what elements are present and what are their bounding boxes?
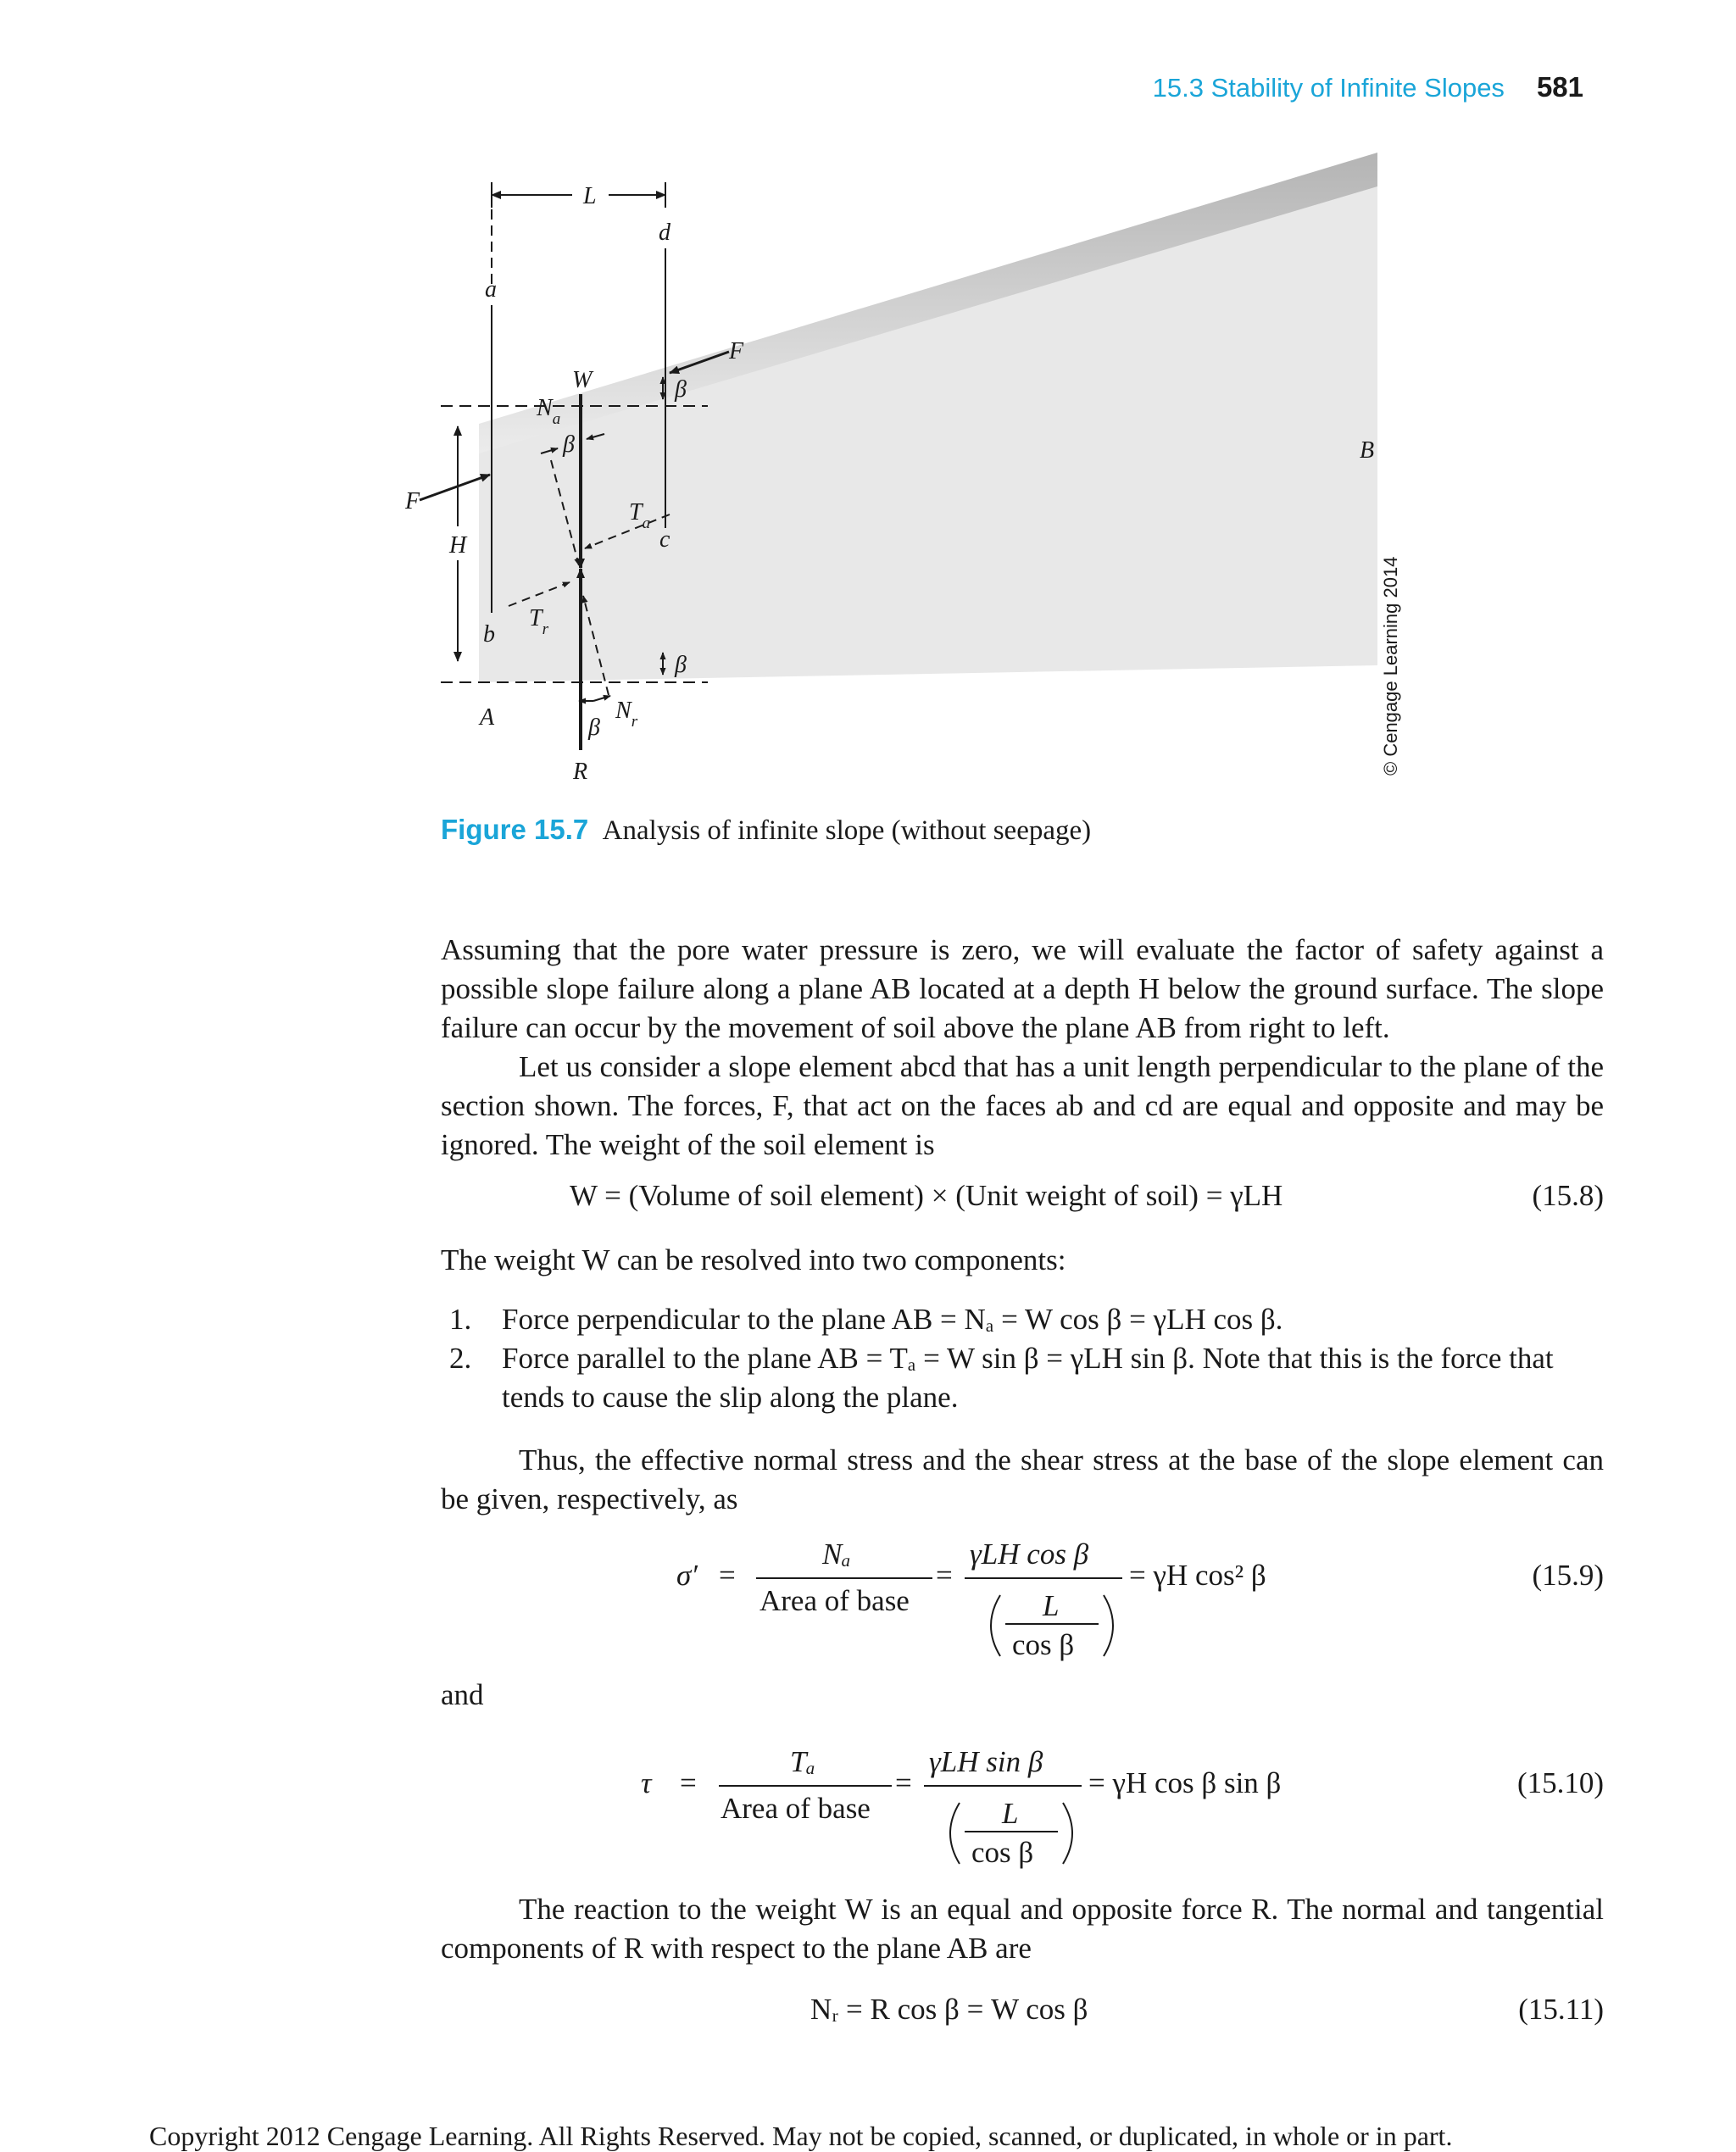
svg-text:=: = xyxy=(719,1559,736,1592)
svg-text:σ′: σ′ xyxy=(676,1559,698,1592)
svg-text:(15.9): (15.9) xyxy=(1532,1559,1604,1592)
paragraph-5: The reaction to the weight W is an equal and opposite force R. The normal and tangential components of R with respect to the plane AB are xyxy=(441,1893,1604,1965)
label-Nr: $N_r$ xyxy=(615,698,638,731)
equation-15-8 xyxy=(441,1176,1604,1215)
equation-15-10 xyxy=(441,1733,1604,1877)
svg-text:Tₐ: Tₐ xyxy=(790,1745,815,1778)
section-title: 15.3 Stability of Infinite Slopes xyxy=(1152,73,1505,103)
svg-text:=: = xyxy=(680,1766,697,1799)
svg-text:= γH cos β sin β: = γH cos β sin β xyxy=(1088,1766,1282,1799)
label-R: R xyxy=(573,759,588,785)
label-beta-W: β xyxy=(563,431,575,458)
label-A: A xyxy=(480,704,495,731)
label-Tr: $T_r$ xyxy=(529,605,548,638)
svg-text:= γH cos² β: = γH cos² β xyxy=(1129,1559,1266,1592)
equation-15-11 xyxy=(441,1990,1604,2029)
label-F-right: F xyxy=(729,338,744,364)
svg-text:γLH sin β: γLH sin β xyxy=(929,1745,1043,1778)
equation-15-8-body: W = (Volume of soil element) × (Unit weight of soil) = γLH xyxy=(570,1179,1283,1212)
label-beta-top: β xyxy=(675,376,687,403)
label-beta-R: β xyxy=(588,715,600,741)
svg-text:τ: τ xyxy=(641,1766,652,1799)
list-item: 2. Force parallel to the plane AB = Tₐ = W sin β = γLH sin β. Note that this is the force that tends to cause the slip along the plane. xyxy=(449,1342,1554,1414)
label-b: b xyxy=(483,621,495,648)
label-H: H xyxy=(449,532,467,559)
svg-text:L: L xyxy=(1002,1797,1019,1830)
page-number: 581 xyxy=(1536,71,1583,103)
caption-number: Figure 15.7 xyxy=(441,814,589,845)
svg-text:Nₐ: Nₐ xyxy=(822,1538,851,1571)
equation-15-9 xyxy=(441,1526,1604,1670)
footer-copyright: Copyright 2012 Cengage Learning. All Rights Reserved. May not be copied, scanned, or duplicated, in whole or in part. xyxy=(149,2121,1453,2151)
paragraph-3: The weight W can be resolved into two components: xyxy=(441,1243,1066,1276)
svg-text:(15.10): (15.10) xyxy=(1516,1766,1604,1799)
label-Na: $N_a$ xyxy=(537,395,561,428)
svg-text:γLH cos β: γLH cos β xyxy=(970,1538,1089,1571)
label-L: L xyxy=(583,183,597,209)
svg-text:=: = xyxy=(936,1559,953,1592)
figure-copyright: © Cengage Learning 2014 xyxy=(1380,556,1401,776)
paragraph-1: Assuming that the pore water pressure is zero, we will evaluate the factor of safety against a possible slope failure along a plane AB located at a depth H below the ground surface. The slope failure can occur by the movement of soil above the plane AB from right to left. xyxy=(441,933,1604,1044)
slope-figure xyxy=(405,148,1441,792)
svg-text:=: = xyxy=(895,1766,912,1799)
svg-text:cos β: cos β xyxy=(1012,1628,1075,1661)
and-text: and xyxy=(441,1678,484,1711)
equation-15-11-body: Nᵣ = R cos β = W cos β xyxy=(810,1993,1088,2026)
label-B: B xyxy=(1360,437,1375,464)
svg-text:cos β: cos β xyxy=(971,1836,1034,1869)
equation-15-8-number: (15.8) xyxy=(1532,1179,1604,1212)
label-c: c xyxy=(659,526,670,553)
svg-text:L: L xyxy=(1043,1589,1060,1622)
paragraph-4: Thus, the effective normal stress and the shear stress at the base of the slope element can be given, respectively, as xyxy=(441,1443,1604,1515)
equation-15-11-number: (15.11) xyxy=(1518,1993,1604,2026)
label-beta-bottom: β xyxy=(675,652,687,678)
soil-slab xyxy=(479,161,1377,682)
svg-text:Area of base: Area of base xyxy=(760,1584,910,1617)
figure-caption xyxy=(441,814,1091,847)
component-list xyxy=(449,1300,1578,1417)
label-F-left: F xyxy=(405,488,420,514)
label-d: d xyxy=(659,220,670,246)
label-a: a xyxy=(485,276,497,303)
svg-text:Area of base: Area of base xyxy=(721,1792,871,1825)
label-Ta: $T_a$ xyxy=(629,499,651,532)
paragraph-2: Let us consider a slope element abcd that has a unit length perpendicular to the plane of the section shown. The forces, F, that act on the faces ab and cd are equal and opposite and may be ignored. The weight of the soil element is xyxy=(441,1050,1604,1161)
list-item: 1. Force perpendicular to the plane AB = Nₐ = W cos β = γLH cos β. xyxy=(449,1303,1283,1336)
label-W: W xyxy=(572,367,593,393)
caption-text: Analysis of infinite slope (without seepage) xyxy=(602,815,1092,846)
running-header xyxy=(1153,71,1583,103)
